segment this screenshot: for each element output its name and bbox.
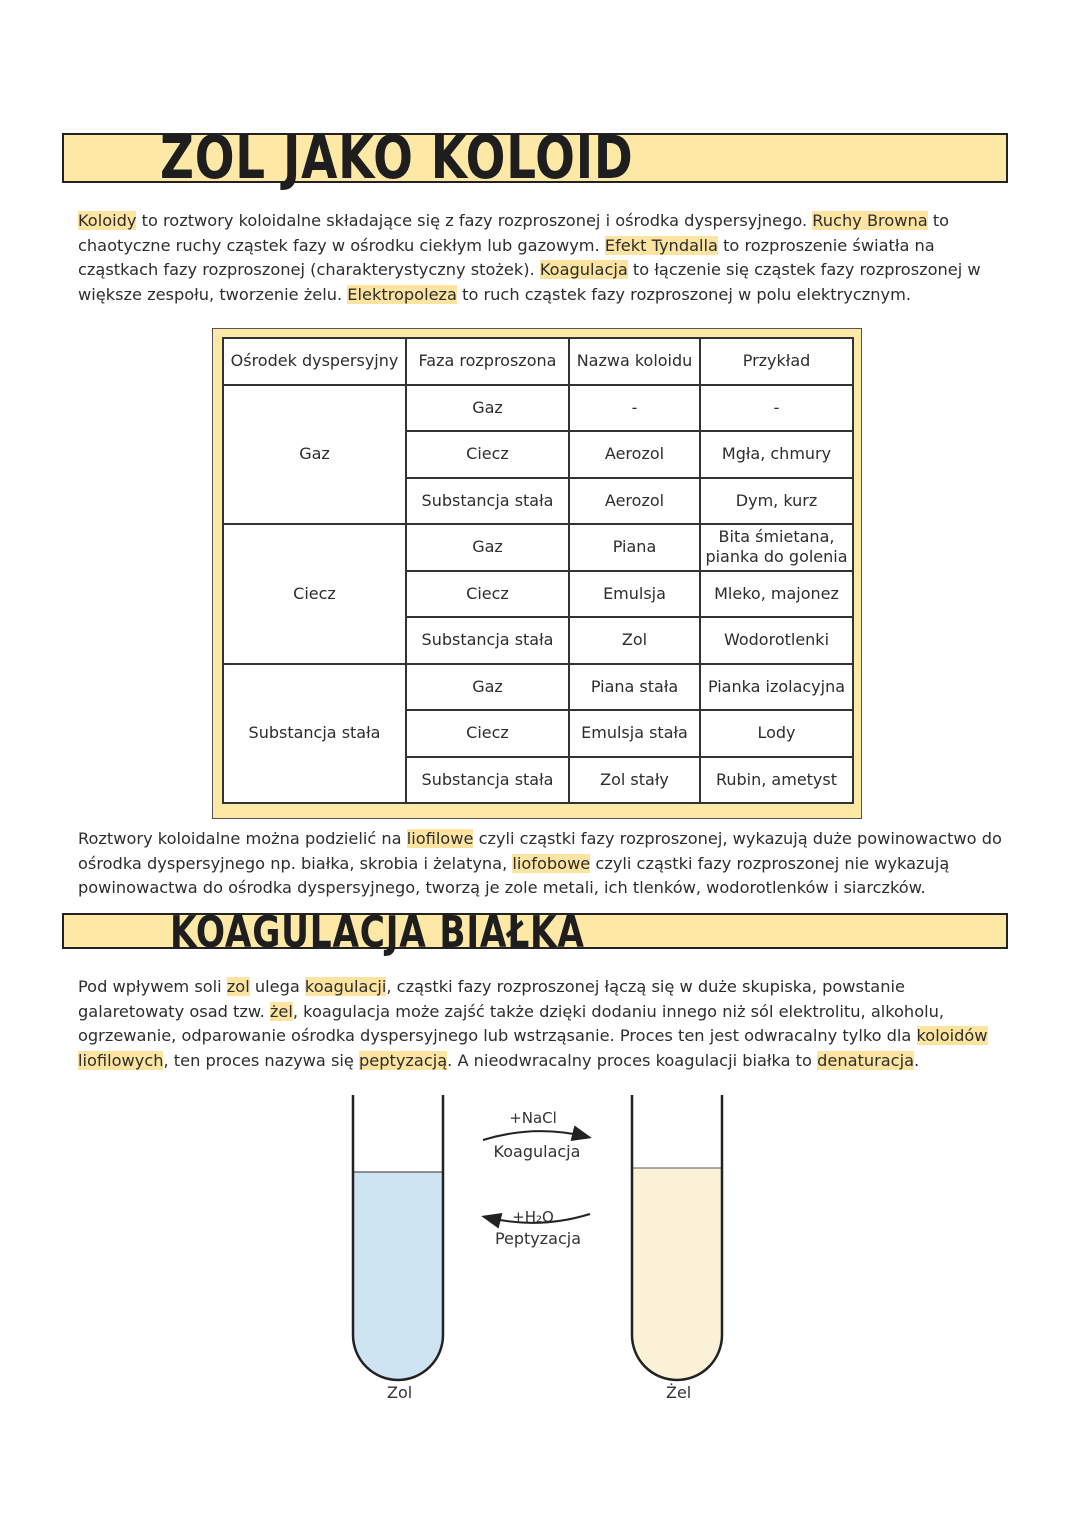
cell-example: Dym, kurz: [700, 478, 853, 525]
cell-phase: Ciecz: [406, 571, 569, 618]
cell-example: Pianka izolacyjna: [700, 664, 853, 711]
highlighted-term: koloidów liofilowych: [78, 1026, 988, 1070]
cell-example: Mgła, chmury: [700, 431, 853, 478]
sol-liquid: [353, 1172, 443, 1380]
cell-phase: Gaz: [406, 664, 569, 711]
highlighted-term: Elektropoleza: [347, 284, 457, 304]
cell-phase: Substancja stała: [406, 478, 569, 525]
cell-colloid-name: Emulsja stała: [569, 710, 700, 757]
highlighted-term: koagulacji: [304, 977, 387, 996]
text-segment: Roztwory koloidalne można podzielić na: [78, 829, 407, 848]
cell-phase: Ciecz: [406, 710, 569, 757]
highlighted-term: zol: [226, 977, 250, 996]
highlighted-term: Efekt Tyndalla: [604, 235, 718, 255]
cell-example: Mleko, majonez: [700, 571, 853, 618]
text-segment: , ten proces nazywa się: [163, 1050, 359, 1070]
highlighted-term: żel: [269, 1001, 293, 1021]
highlighted-term: denaturacja: [817, 1050, 914, 1070]
cell-phase: Gaz: [406, 524, 569, 571]
cell-colloid-name: Piana stała: [569, 664, 700, 711]
highlighted-term: peptyzacją: [359, 1050, 448, 1070]
text-segment: czyli cząstki fazy rozproszonej, wykazują duże powinowactwo do ośrodka dyspersyjnego np. białka, skrobia i żelatyna,: [78, 829, 1002, 873]
text-segment: to rozproszenie światła na cząstkach fazy rozproszonej (charakterystyczny stożek).: [78, 235, 935, 280]
cell-example: Bita śmietana, pianka do golenia: [700, 524, 853, 571]
text-segment: czyli cząstki fazy rozproszonej nie wykazują powinowactwa do ośrodka dyspersyjnego, tworzą je zole metali, ich tlenków, wodorotlenków i siarczków.: [78, 853, 950, 898]
text-segment: , cząstki fazy rozproszonej łączą się w duże skupiska, powstanie galaretowaty osad tzw.: [78, 977, 905, 1021]
cell-colloid-name: Aerozol: [569, 431, 700, 478]
highlighted-term: liofobowe: [512, 853, 591, 873]
cell-example: Wodorotlenki: [700, 617, 853, 664]
header-medium: Ośrodek dyspersyjny: [223, 338, 406, 385]
forward-label: Koagulacja: [493, 1142, 581, 1161]
header-colloid-name: Nazwa koloidu: [569, 338, 700, 385]
text-segment: . A nieodwracalny proces koagulacji białka to: [447, 1050, 818, 1070]
highlighted-term: Koagulacja: [539, 260, 628, 280]
reverse-label: Peptyzacja: [494, 1229, 582, 1248]
cell-medium: Substancja stała: [223, 664, 406, 804]
highlighted-term: Ruchy Browna: [812, 211, 928, 230]
header-example: Przykład: [700, 338, 853, 385]
cell-example: -: [700, 385, 853, 432]
cell-colloid-name: Piana: [569, 524, 700, 571]
cell-colloid-name: Emulsja: [569, 571, 700, 618]
cell-phase: Substancja stała: [406, 757, 569, 804]
reverse-reagent: +H₂O: [512, 1208, 554, 1226]
text-segment: to ruch cząstek fazy rozproszonej w polu elektrycznym.: [456, 284, 912, 304]
cell-medium: Gaz: [223, 385, 406, 525]
tube-right-label: Żel: [666, 1383, 692, 1402]
header-phase: Faza rozproszona: [406, 338, 569, 385]
section-title-2: KOAGULACJA BIAŁKA: [170, 907, 585, 958]
text-segment: , koagulacja może zajść także dzięki dodaniu innego niż sól elektrolitu, alkoholu, ogrzewanie, odparowanie ośrodka dyspersyjnego lub wstrząsanie. Proces ten jest odwracalny tylko dla: [78, 1001, 945, 1046]
coagulation-arrow: [483, 1131, 588, 1140]
forward-reagent: +NaCl: [509, 1109, 557, 1127]
cell-phase: Gaz: [406, 385, 569, 432]
text-segment: to roztwory koloidalne składające się z fazy rozproszonej i ośrodka dyspersyjnego.: [136, 211, 813, 230]
cell-medium: Ciecz: [223, 524, 406, 664]
text-segment: to chaotyczne ruchy cząstek fazy w ośrodku ciekłym lub gazowym.: [78, 211, 950, 255]
tube-left-label: Zol: [387, 1383, 413, 1402]
cell-phase: Ciecz: [406, 431, 569, 478]
cell-colloid-name: Zol stały: [569, 757, 700, 804]
gel-liquid: [632, 1168, 722, 1380]
text-segment: .: [914, 1050, 920, 1070]
highlighted-term: liofilowe: [406, 829, 474, 848]
cell-example: Lody: [700, 710, 853, 757]
text-segment: ulega: [249, 977, 305, 996]
section-title-1: ZOL JAKO KOLOID: [160, 123, 634, 193]
cell-phase: Substancja stała: [406, 617, 569, 664]
highlighted-term: Koloidy: [78, 211, 137, 230]
cell-example: Rubin, ametyst: [700, 757, 853, 804]
cell-colloid-name: Zol: [569, 617, 700, 664]
cell-colloid-name: -: [569, 385, 700, 432]
text-segment: Pod wpływem soli: [78, 977, 227, 996]
cell-colloid-name: Aerozol: [569, 478, 700, 525]
text-segment: to łączenie się cząstek fazy rozproszonej w większe zespołu, tworzenie żelu.: [78, 260, 981, 304]
